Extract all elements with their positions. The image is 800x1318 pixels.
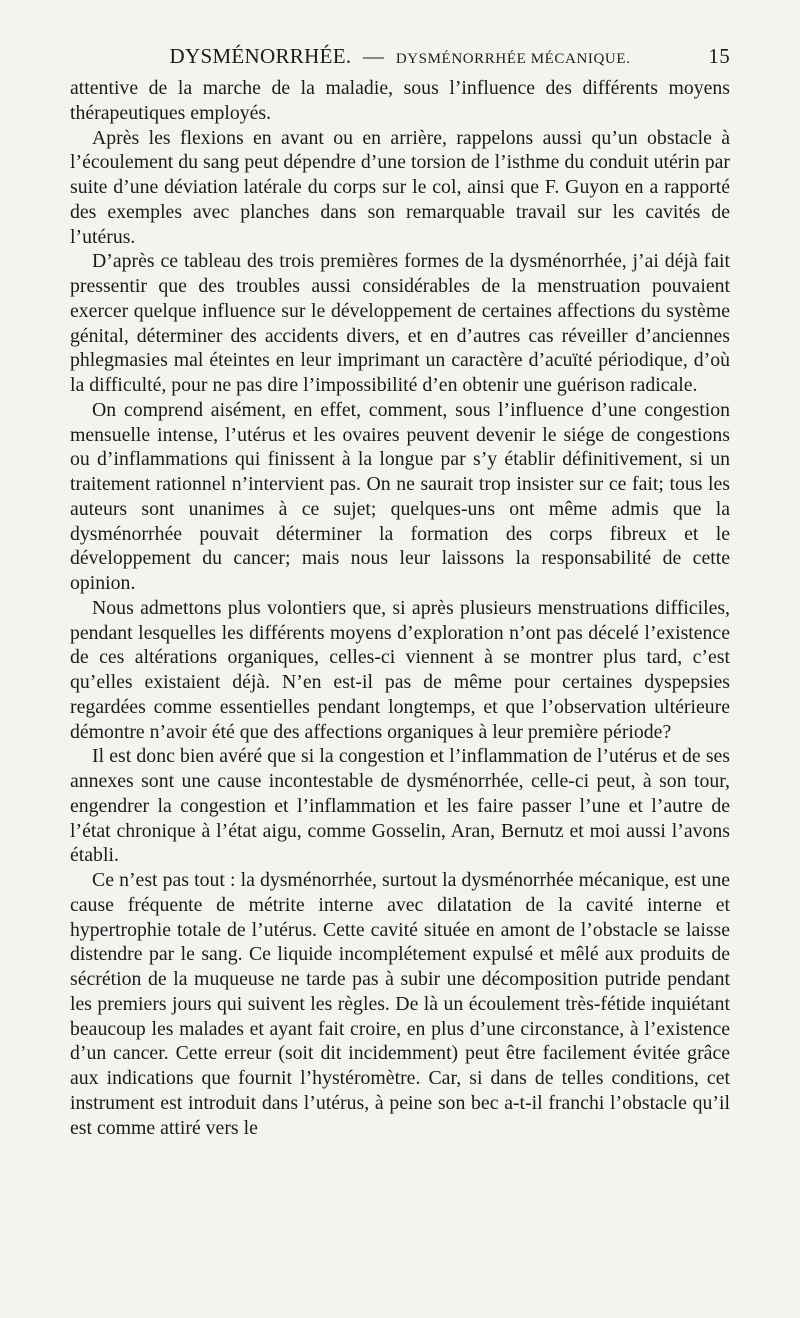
running-header bbox=[70, 44, 730, 76]
paragraph-admettons: Nous admettons plus volontiers que, si après plusieurs menstruations difficiles, pendant lesquelles les différents moyens d’exploration n’ont pas décelé l’existence de ces altérations organiques, celles-ci viennent à se montrer plus tard, c’est qu’elles existaient déjà. N’en est-il pas de même pour certaines dyspepsies regardées comme essentielles pendant longtemps, et que l’observation ultérieure démontre n’avoir été que des affections organiques à leur première période? bbox=[70, 596, 730, 743]
paragraph-congestion: On comprend aisément, en effet, comment, sous l’influence d’une congestion mensuelle intense, l’utérus et les ovaires peuvent devenir le siége de congestions ou d’inflammations qui finissent à la longue par s’y établir définitivement, si un traitement rationnel n’intervient pas. On ne saurait trop insister sur ce fait; tous les auteurs sont unanimes à ce sujet; quelques-uns ont même admis que la dysménorrhée pouvait déterminer la formation des corps fibreux et le développement du cancer; mais nous leur laissons la responsabilité de cette opinion. bbox=[70, 398, 730, 594]
book-page bbox=[70, 44, 730, 1140]
header-dash: — bbox=[362, 44, 385, 68]
page-number: 15 bbox=[708, 44, 730, 68]
header-subtitle: DYSMÉNORRHÉE MÉCANIQUE. bbox=[395, 51, 631, 67]
paragraph-metrite: Ce n’est pas tout : la dysménorrhée, surtout la dysménorrhée mécanique, est une cause fréquente de métrite interne avec dilatation de la cavité interne et hypertrophie totale de l’utérus. Cette cavité située en amont de l’obstacle se laisse distendre par le sang. Ce liquide incomplétement expulsé et mêlé aux produits de sécrétion de la muqueuse ne tarde pas à subir une décomposition putride pendant les premiers jours qui suivent les règles. De là un écoulement très-fétide inquiétant beaucoup les malades et ayant fait croire, en plus d’une circonstance, à l’existence d’un cancer. Cette erreur (soit dit incidemment) peut être facilement évitée grâce aux indications que fournit l’hystéromètre. Car, si dans de telles conditions, cet instrument est introduit dans l’utérus, à peine son bec a-t-il franchi l’obstacle qu’il est comme attiré vers le bbox=[70, 869, 730, 1139]
body-text bbox=[70, 76, 730, 1140]
paragraph-tableau: D’après ce tableau des trois premières formes de la dysménorrhée, j’ai déjà fait pressentir que des troubles aussi considérables de la menstruation pouvaient exercer quelque influence sur le développement de certaines affections du système génital, déterminer des accidents divers, et en d’autres cas réveiller d’anciennes phlegmasies mal éteintes en leur imprimant un caractère d’acuïté périodique, d’où la difficulté, pour ne pas dire l’impossibilité d’en obtenir une guérison radicale. bbox=[70, 250, 730, 396]
paragraph-avere: Il est donc bien avéré que si la congestion et l’inflammation de l’utérus et de ses annexes sont une cause incontestable de dysménorrhée, celle-ci peut, à son tour, engendrer la congestion et l’inflammation et les faire passer l’une et l’autre de l’état chronique à l’état aigu, comme Gosselin, Aran, Bernutz et moi aussi l’avons établi. bbox=[70, 745, 730, 867]
paragraph-continuation: attentive de la marche de la maladie, sous l’influence des différents moyens thérapeutiques employés. bbox=[70, 77, 730, 124]
paragraph-flexions: Après les flexions en avant ou en arrière, rappelons aussi qu’un obstacle à l’écoulement du sang peut dépendre d’une torsion de l’isthme du conduit utérin par suite d’une déviation latérale du corps sur le col, ainsi que F. Guyon en a rapporté des exemples avec planches dans son remarquable travail sur les cavités de l’utérus. bbox=[70, 126, 730, 248]
header-title: DYSMÉNORRHÉE. bbox=[169, 44, 352, 68]
